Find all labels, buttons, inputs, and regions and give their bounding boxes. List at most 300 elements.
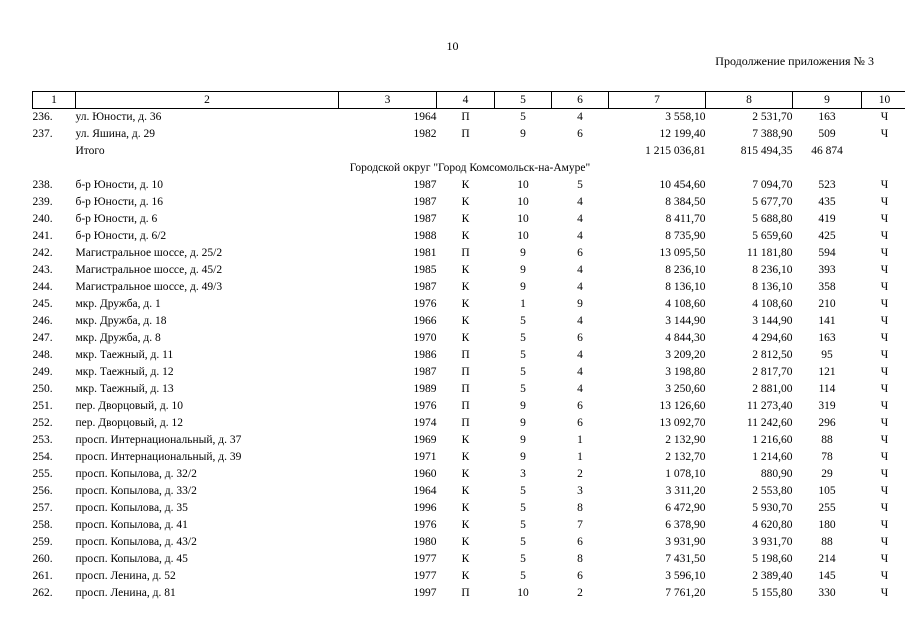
area-living-cell: 5 659,60 [752,230,793,242]
total-section [33,143,905,177]
year-cell: 1970 [413,332,437,344]
address-cell: просп. Копылова, д. 43/2 [75,536,197,548]
entrances-cell: 4 [577,315,583,327]
entrances-cell: 8 [577,553,583,565]
table-row [33,245,905,262]
year-cell: 1997 [413,587,437,599]
address-cell: Магистральное шоссе, д. 45/2 [75,264,223,276]
table-row [33,568,905,585]
residents-cell: 29 [821,468,833,480]
entrances-cell: 4 [577,383,583,395]
year-cell: 1966 [413,315,437,327]
table-row [33,551,905,568]
address-cell: Магистральное шоссе, д. 25/2 [75,247,223,259]
row-number: 253. [32,434,53,446]
area-living-cell: 8 236,10 [752,264,793,276]
year-cell: 1977 [413,570,437,582]
year-cell: 1987 [413,179,437,191]
houses-table [32,91,905,602]
area-total-cell: 1 078,10 [665,468,706,480]
year-cell: 1977 [413,553,437,565]
material-cell: К [461,230,470,242]
area-total-cell: 8 735,90 [665,230,706,242]
residents-cell: 594 [818,247,836,259]
year-cell: 1976 [413,400,437,412]
year-cell: 1987 [413,213,437,225]
row-number: 240. [32,213,53,225]
row-number: 236. [32,111,53,123]
address-cell: просп. Копылова, д. 41 [75,519,188,531]
row-number: 254. [32,451,53,463]
area-living-cell: 2 812,50 [752,349,793,361]
residents-cell: 114 [818,383,836,395]
material-cell: К [461,298,470,310]
row-number: 251. [32,400,53,412]
column-header: 9 [793,92,862,109]
table-row [33,194,905,211]
type-cell: Ч [880,230,889,242]
row-number: 258. [32,519,53,531]
entrances-cell: 4 [577,213,583,225]
table-row [33,466,905,483]
area-living-cell: 2 389,40 [752,570,793,582]
material-cell: К [461,332,470,344]
entrances-cell: 9 [577,298,583,310]
entrances-cell: 7 [577,519,583,531]
type-cell: Ч [880,315,889,327]
area-total-cell: 3 250,60 [665,383,706,395]
material-cell: П [461,383,470,395]
material-cell: П [461,247,470,259]
table-row [33,296,905,313]
floors-cell: 9 [520,281,526,293]
entrances-cell: 4 [577,349,583,361]
row-number: 241. [32,230,53,242]
area-living-cell: 2 531,70 [752,111,793,123]
table-row [33,483,905,500]
district-row [33,160,905,177]
total-area-total: 1 215 036,81 [645,145,706,157]
residents-cell: 141 [818,315,836,327]
entrances-cell: 5 [577,179,583,191]
type-cell: Ч [880,281,889,293]
area-total-cell: 3 558,10 [665,111,706,123]
row-number: 261. [32,570,53,582]
type-cell: Ч [880,451,889,463]
area-living-cell: 4 108,60 [752,298,793,310]
type-cell: Ч [880,536,889,548]
entrances-cell: 4 [577,281,583,293]
area-living-cell: 5 198,60 [752,553,793,565]
header-row [33,92,905,109]
area-living-cell: 8 136,10 [752,281,793,293]
year-cell: 1988 [413,230,437,242]
entrances-cell: 3 [577,485,583,497]
type-cell: Ч [880,196,889,208]
type-cell: Ч [880,366,889,378]
type-cell: Ч [880,570,889,582]
floors-cell: 9 [520,417,526,429]
table-row [33,585,905,602]
type-cell: Ч [880,264,889,276]
column-header: 7 [609,92,706,109]
area-total-cell: 13 095,50 [659,247,706,259]
residents-cell: 319 [818,400,836,412]
type-cell: Ч [880,417,889,429]
column-header: 1 [33,92,76,109]
entrances-cell: 6 [577,570,583,582]
residents-cell: 145 [818,570,836,582]
type-cell: Ч [880,502,889,514]
area-living-cell: 3 144,90 [752,315,793,327]
area-total-cell: 2 132,70 [665,451,706,463]
address-cell: просп. Копылова, д. 33/2 [75,485,197,497]
floors-cell: 9 [520,451,526,463]
table-row [33,398,905,415]
table-row [33,211,905,228]
entrances-cell: 1 [577,434,583,446]
area-living-cell: 2 553,80 [752,485,793,497]
material-cell: К [461,468,470,480]
material-cell: П [461,349,470,361]
area-living-cell: 11 181,80 [746,247,793,259]
type-cell: Ч [880,587,889,599]
row-number: 245. [32,298,53,310]
address-cell: мкр. Таежный, д. 11 [75,349,174,361]
area-living-cell: 5 677,70 [752,196,793,208]
area-total-cell: 3 596,10 [665,570,706,582]
material-cell: К [461,570,470,582]
floors-cell: 10 [517,196,529,208]
address-cell: пер. Дворцовый, д. 10 [75,400,184,412]
address-cell: мкр. Дружба, д. 1 [75,298,161,310]
floors-cell: 10 [517,213,529,225]
table-row [33,517,905,534]
material-cell: К [461,179,470,191]
floors-cell: 9 [520,264,526,276]
residents-cell: 95 [821,349,833,361]
floors-cell: 5 [520,366,526,378]
column-header: 10 [862,92,905,109]
table-row [33,126,905,143]
area-living-cell: 1 214,60 [752,451,793,463]
area-total-cell: 8 411,70 [665,213,706,225]
table-row [33,364,905,381]
type-cell: Ч [880,128,889,140]
material-cell: П [461,366,470,378]
address-cell: пер. Дворцовый, д. 12 [75,417,184,429]
total-residents: 46 874 [811,145,843,157]
row-number: 244. [32,281,53,293]
address-cell: просп. Копылова, д. 45 [75,553,188,565]
residents-cell: 180 [818,519,836,531]
residents-cell: 105 [818,485,836,497]
type-cell: Ч [880,519,889,531]
entrances-cell: 6 [577,247,583,259]
area-living-cell: 7 388,90 [752,128,793,140]
material-cell: П [461,417,470,429]
residents-cell: 419 [818,213,836,225]
area-total-cell: 3 198,80 [665,366,706,378]
row-number: 247. [32,332,53,344]
residents-cell: 296 [818,417,836,429]
area-living-cell: 7 094,70 [752,179,793,191]
floors-cell: 10 [517,179,529,191]
column-header: 6 [552,92,609,109]
table-row [33,500,905,517]
row-number: 238. [32,179,53,191]
table-row [33,381,905,398]
residents-cell: 509 [818,128,836,140]
entrances-cell: 6 [577,400,583,412]
material-cell: П [461,587,470,599]
floors-cell: 5 [520,349,526,361]
type-cell: Ч [880,485,889,497]
area-total-cell: 3 209,20 [665,349,706,361]
residents-cell: 214 [818,553,836,565]
material-cell: К [461,434,470,446]
table-row [33,177,905,194]
year-cell: 1964 [413,111,437,123]
material-cell: К [461,281,470,293]
material-cell: К [461,196,470,208]
area-living-cell: 2 817,70 [752,366,793,378]
address-cell: мкр. Дружба, д. 8 [75,332,161,344]
address-cell: б-р Юности, д. 6 [75,213,158,225]
table-row [33,330,905,347]
row-number: 248. [32,349,53,361]
floors-cell: 9 [520,434,526,446]
area-total-cell: 4 844,30 [665,332,706,344]
address-cell: б-р Юности, д. 16 [75,196,163,208]
type-cell: Ч [880,179,889,191]
type-cell: Ч [880,332,889,344]
address-cell: просп. Интернациональный, д. 39 [75,451,242,463]
area-total-cell: 8 136,10 [665,281,706,293]
row-number: 255. [32,468,53,480]
address-cell: Магистральное шоссе, д. 49/3 [75,281,223,293]
row-number: 252. [32,417,53,429]
residents-cell: 163 [818,332,836,344]
year-cell: 1981 [413,247,437,259]
entrances-cell: 4 [577,230,583,242]
area-living-cell: 11 242,60 [746,417,793,429]
entrances-cell: 6 [577,332,583,344]
address-cell: б-р Юности, д. 10 [75,179,163,191]
residents-cell: 121 [818,366,836,378]
area-total-cell: 8 236,10 [665,264,706,276]
column-header: 4 [437,92,495,109]
area-total-cell: 4 108,60 [665,298,706,310]
entrances-cell: 4 [577,111,583,123]
residents-cell: 330 [818,587,836,599]
address-cell: мкр. Таежный, д. 12 [75,366,174,378]
address-cell: б-р Юности, д. 6/2 [75,230,167,242]
residents-cell: 88 [821,434,833,446]
material-cell: К [461,519,470,531]
residents-cell: 210 [818,298,836,310]
table-body-bottom [33,177,905,602]
material-cell: П [461,400,470,412]
address-cell: ул. Юности, д. 36 [75,111,162,123]
area-living-cell: 5 155,80 [752,587,793,599]
year-cell: 1996 [413,502,437,514]
residents-cell: 393 [818,264,836,276]
floors-cell: 9 [520,128,526,140]
material-cell: К [461,536,470,548]
address-cell: мкр. Таежный, д. 13 [75,383,174,395]
column-header: 8 [706,92,793,109]
year-cell: 1969 [413,434,437,446]
residents-cell: 88 [821,536,833,548]
year-cell: 1987 [413,196,437,208]
entrances-cell: 4 [577,196,583,208]
address-cell: просп. Ленина, д. 52 [75,570,176,582]
year-cell: 1960 [413,468,437,480]
year-cell: 1974 [413,417,437,429]
row-number: 259. [32,536,53,548]
type-cell: Ч [880,553,889,565]
year-cell: 1986 [413,349,437,361]
table-row [33,432,905,449]
area-total-cell: 7 431,50 [665,553,706,565]
floors-cell: 3 [520,468,526,480]
address-cell: мкр. Дружба, д. 18 [75,315,167,327]
material-cell: К [461,264,470,276]
address-cell: просп. Интернациональный, д. 37 [75,434,242,446]
entrances-cell: 6 [577,536,583,548]
total-label: Итого [75,145,105,157]
type-cell: Ч [880,111,889,123]
column-header: 2 [76,92,339,109]
area-living-cell: 1 216,60 [752,434,793,446]
residents-cell: 255 [818,502,836,514]
residents-cell: 78 [821,451,833,463]
entrances-cell: 6 [577,417,583,429]
address-cell: просп. Копылова, д. 32/2 [75,468,197,480]
table-row [33,449,905,466]
table-row [33,347,905,364]
address-cell: ул. Яшина, д. 29 [75,128,156,140]
floors-cell: 10 [517,230,529,242]
floors-cell: 5 [520,519,526,531]
floors-cell: 5 [520,502,526,514]
table-row [33,262,905,279]
material-cell: К [461,213,470,225]
area-total-cell: 6 472,90 [665,502,706,514]
entrances-cell: 4 [577,264,583,276]
area-total-cell: 6 378,90 [665,519,706,531]
table-row [33,109,905,127]
area-total-cell: 2 132,90 [665,434,706,446]
row-number: 237. [32,128,53,140]
floors-cell: 5 [520,111,526,123]
area-living-cell: 4 620,80 [752,519,793,531]
table-row [33,415,905,432]
row-number: 243. [32,264,53,276]
area-living-cell: 5 688,80 [752,213,793,225]
year-cell: 1980 [413,536,437,548]
year-cell: 1982 [413,128,437,140]
year-cell: 1987 [413,281,437,293]
floors-cell: 5 [520,570,526,582]
column-header: 5 [495,92,552,109]
area-living-cell: 5 930,70 [752,502,793,514]
area-total-cell: 13 126,60 [659,400,706,412]
material-cell: К [461,451,470,463]
material-cell: К [461,315,470,327]
table-row [33,534,905,551]
material-cell: П [461,111,470,123]
area-total-cell: 3 931,90 [665,536,706,548]
type-cell: Ч [880,434,889,446]
year-cell: 1971 [413,451,437,463]
entrances-cell: 2 [577,587,583,599]
area-total-cell: 3 144,90 [665,315,706,327]
entrances-cell: 8 [577,502,583,514]
floors-cell: 9 [520,247,526,259]
year-cell: 1989 [413,383,437,395]
type-cell: Ч [880,400,889,412]
year-cell: 1964 [413,485,437,497]
row-number: 260. [32,553,53,565]
area-total-cell: 13 092,70 [659,417,706,429]
type-cell: Ч [880,213,889,225]
material-cell: К [461,553,470,565]
floors-cell: 5 [520,485,526,497]
type-cell: Ч [880,468,889,480]
residents-cell: 435 [818,196,836,208]
area-total-cell: 7 761,20 [665,587,706,599]
entrances-cell: 6 [577,128,583,140]
total-area-living: 815 494,35 [740,145,793,157]
address-cell: просп. Ленина, д. 81 [75,587,176,599]
area-total-cell: 10 454,60 [659,179,706,191]
row-number: 242. [32,247,53,259]
residents-cell: 425 [818,230,836,242]
table-body-top [33,109,905,144]
floors-cell: 5 [520,332,526,344]
column-header: 3 [339,92,437,109]
area-living-cell: 4 294,60 [752,332,793,344]
floors-cell: 5 [520,536,526,548]
type-cell: Ч [880,349,889,361]
area-living-cell: 2 881,00 [752,383,793,395]
area-living-cell: 880,90 [760,468,793,480]
row-number: 239. [32,196,53,208]
floors-cell: 5 [520,553,526,565]
year-cell: 1976 [413,298,437,310]
area-living-cell: 11 273,40 [746,400,793,412]
material-cell: К [461,502,470,514]
row-number: 249. [32,366,53,378]
table-row [33,279,905,296]
entrances-cell: 2 [577,468,583,480]
row-number: 257. [32,502,53,514]
floors-cell: 9 [520,400,526,412]
residents-cell: 358 [818,281,836,293]
continuation-title: Продолжение приложения № 3 [715,54,874,68]
material-cell: К [461,485,470,497]
entrances-cell: 1 [577,451,583,463]
type-cell: Ч [880,247,889,259]
page-number: 10 [446,39,459,53]
district-title: Городской округ "Город Комсомольск-на-Амуре" [349,162,591,174]
table-row [33,313,905,330]
row-number: 262. [32,587,53,599]
floors-cell: 5 [520,383,526,395]
year-cell: 1985 [413,264,437,276]
